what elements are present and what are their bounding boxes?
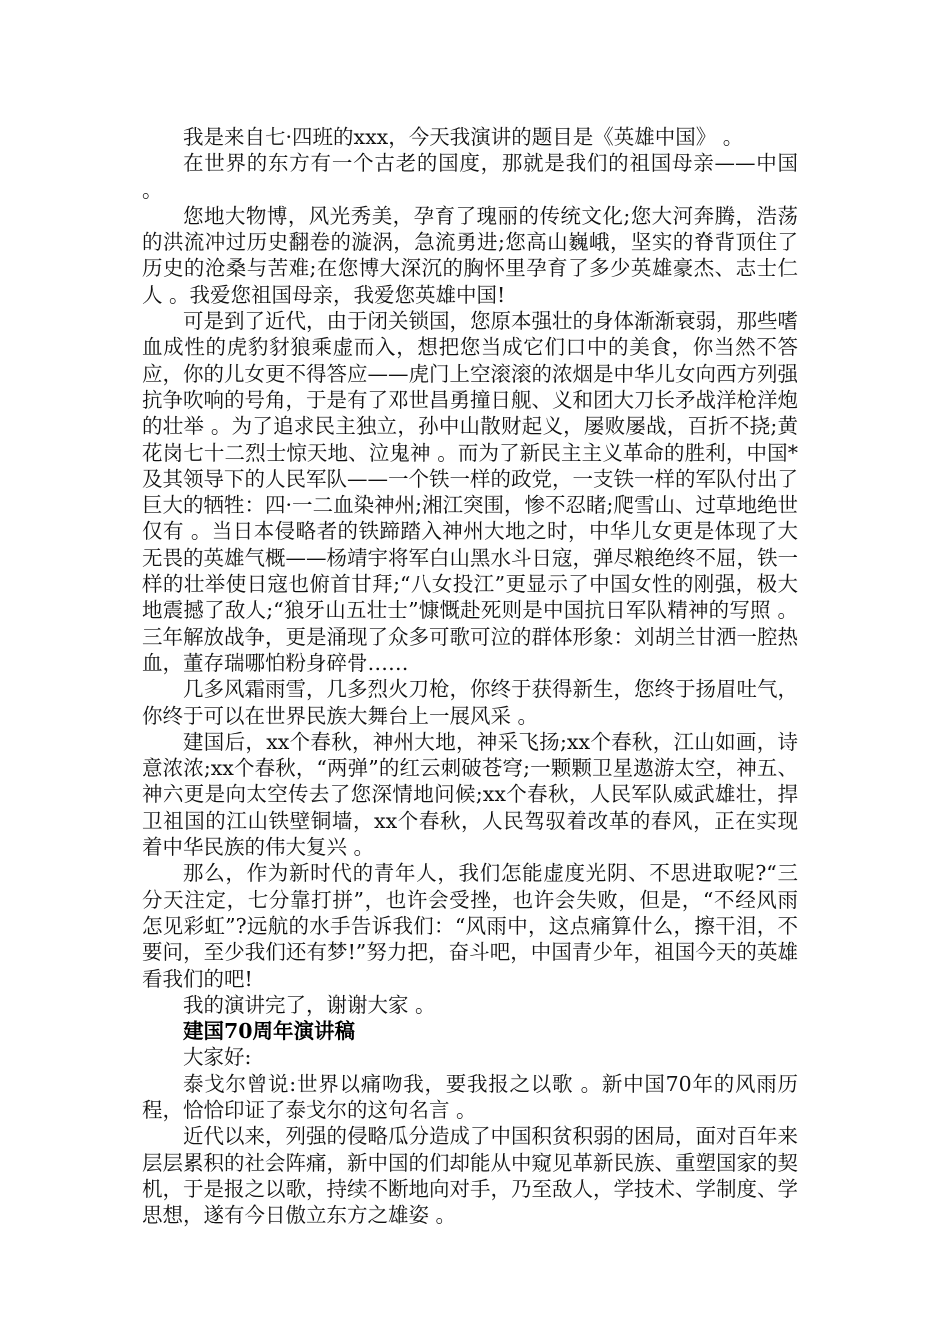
section-heading: 建国70周年演讲稿: [183, 1019, 356, 1044]
paragraph-closing: 我的演讲完了，谢谢大家 。: [183, 992, 436, 1017]
document-body: [142, 124, 798, 1228]
paragraph-intro: 我是来自七·四班的xxx，今天我演讲的题目是《英雄中国》 。: [183, 125, 744, 149]
paragraph-tagore-quote: 泰戈尔曾说:世界以痛吻我，要我报之以歌 。新中国70年的风雨历程，恰恰印证了泰戈尔的这句名言 。: [142, 1071, 798, 1122]
paragraph-east-country: 在世界的东方有一个古老的国度，那就是我们的祖国母亲——中国 。: [142, 151, 798, 202]
paragraph-vast-land: 您地大物博，风光秀美，孕育了瑰丽的传统文化;您大河奔腾，浩荡的洪流冲过历史翻卷的漩涡，急流勇进;您高山巍峨，坚实的脊背顶住了历史的沧桑与苦难;在您博大深沉的胸怀里孕育了多少英雄豪杰、志士仁人 。我爱您祖国母亲，我爱您英雄中国!: [142, 203, 798, 307]
paragraph-modern-times: 近代以来，列强的侵略瓜分造成了中国积贫积弱的困局，面对百年来层层累积的社会阵痛，新中国的们却能从中窥见革新民族、重塑国家的契机，于是报之以歌，持续不断地向对手，乃至敌人，学技术、学制度、学思想，遂有今日傲立东方之雄姿 。: [142, 1124, 798, 1228]
paragraph-youth: 那么，作为新时代的青年人，我们怎能虚度光阴、不思进取呢?“三分天注定，七分靠打拼”，也许会受挫，也许会失败，但是，“不经风雨怎见彩虹”?远航的水手告诉我们：“风雨中，这点痛算什么，擦干泪，不要问，至少我们还有梦!”努力把，奋斗吧，中国青少年，祖国今天的英雄看我们的吧!: [142, 861, 798, 991]
paragraph-new-life: 几多风霜雨雪，几多烈火刀枪，你终于获得新生，您终于扬眉吐气，你终于可以在世界民族大舞台上一展风采 。: [142, 677, 798, 728]
paragraph-greeting: 大家好:: [183, 1045, 252, 1070]
paragraph-modern-history: 可是到了近代，由于闭关锁国，您原本强壮的身体渐渐衰弱，那些嗜血成性的虎豹豺狼乘虚而入，想把您当成它们口中的美食，你当然不答应，你的儿女更不得答应——虎门上空滚滚的浓烟是中华儿女向西方列强抗争吹响的号角，于是有了邓世昌勇撞日舰、义和团大刀长矛战洋枪洋炮的壮举 。为了追求民主独立，孙中山散财起义，屡败屡战，百折不挠;黄花岗七十二烈士惊天地、泣鬼神 。而为了新民主主义革命的胜利，中国*及其领导下的人民军队——一个铁一样的政党，一支铁一样的军队付出了巨大的牺牲：四·一二血染神州;湘江突围，惨不忍睹;爬雪山、过草地绝世仅有 。当日本侵略者的铁蹄踏入神州大地之时，中华儿女更是体现了大无畏的英雄气概——杨靖宇将军白山黑水斗日寇，弹尽粮绝终不屈，铁一样的壮举使日寇也俯首甘拜;“八女投江”更显示了中国女性的刚强，极大地震撼了敌人;“狼牙山五壮士”慷慨赴死则是中国抗日军队精神的写照 。三年解放战争，更是涌现了众多可歌可泣的群体形象：刘胡兰甘洒一腔热血，董存瑞哪怕粉身碎骨……: [142, 309, 798, 675]
paragraph-after-founding: 建国后，xx个春秋，神州大地，神采飞扬;xx个春秋，江山如画，诗意浓浓;xx个春秋，“两弹”的红云刺破苍穹;一颗颗卫星遨游太空，神五、神六更是向太空传去了您深情地问候;xx个春秋，人民军队威武雄壮，捍卫祖国的江山铁壁铜墙，xx个春秋，人民驾驭着改革的春风，正在实现着中华民族的伟大复兴 。: [142, 729, 798, 860]
